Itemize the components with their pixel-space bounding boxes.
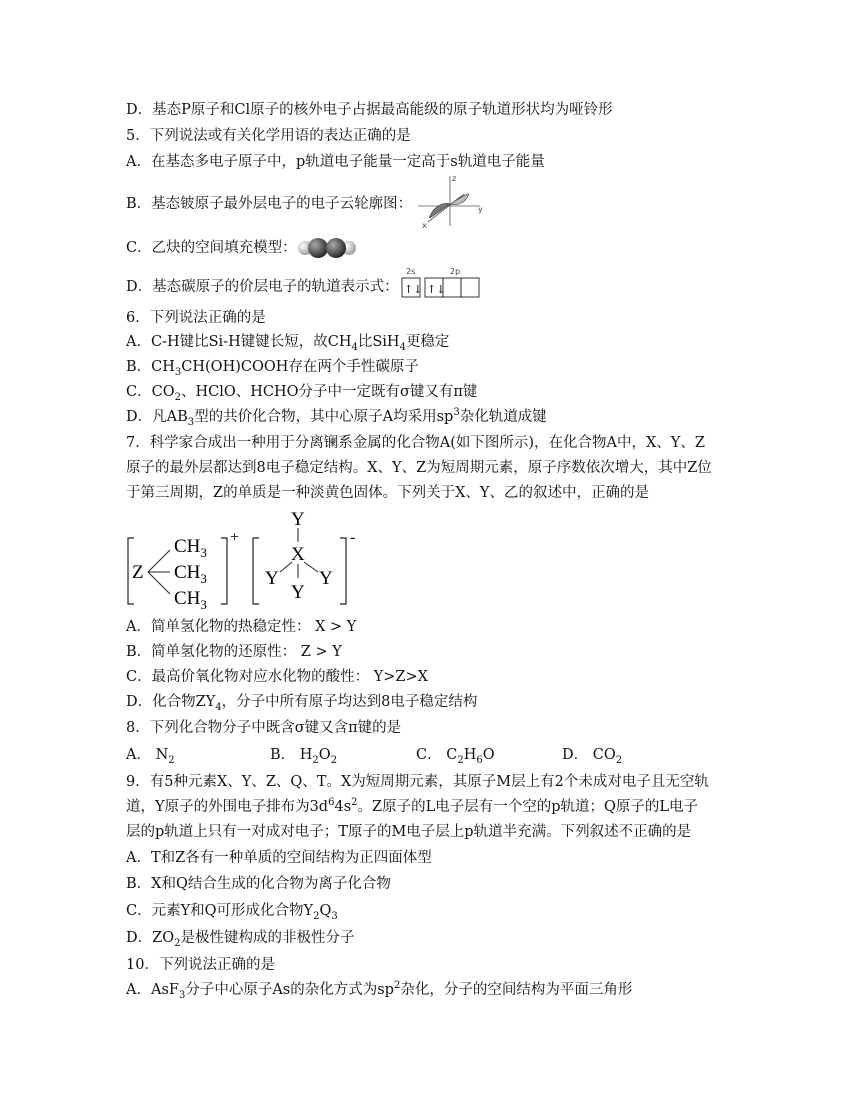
q8-option-b: B． $H_2O_2$ [270, 747, 338, 766]
q8-option-a: A． $N_2$ [126, 747, 175, 766]
q5-option-b: B．基态铍原子最外层电子的电子云轮廓图： [126, 196, 413, 212]
q9-stem-2: 道，Y原子的外围电子排布为$3d^64s^2$。Z原子的L电子层有一个空的p轨道；Q原子的L电子 [126, 797, 699, 815]
arrows-2p: ↑↓ [427, 283, 446, 296]
q9-stem-3: 层的p轨道上只有一对成对电子；T原子的M电子层上p轨道半充满。下列叙述不正确的是 [126, 824, 692, 840]
q9-stem-1: 9．有5种元素X、Y、Z、Q、T。X为短周期元素，其原子M层上有2个未成对电子且无空轨 [126, 774, 709, 790]
q8-stem: 8．下列化合物分子中既含σ键又含π键的是 [126, 720, 402, 736]
p-orbital-figure [408, 172, 486, 230]
q6-option-d: D．凡$AB_3$型的共价化合物，其中心原子A均采用$sp^3$杂化轨道成键 [126, 407, 547, 428]
q7-option-a: A．简单氢化物的热稳定性： X > Y [126, 619, 357, 635]
label-2s: 2s [406, 267, 416, 276]
q4-option-d: D．基态P原子和Cl原子的核外电子占据最高能级的原子轨道形状均为哑铃形 [126, 102, 613, 118]
q9-option-b: B．X和Q结合生成的化合物为离子化合物 [126, 876, 391, 892]
q6-stem: 6．下列说法正确的是 [126, 310, 266, 326]
q10-option-a: A．AsF$_3$分子中心原子As的杂化方式为$sp^2$杂化，分子的空间结构为平面三角形 [126, 980, 633, 1001]
cation-center: Z [132, 562, 144, 583]
q7-stem-2: 原子的最外层都达到8电子稳定结构。X、Y、Z为短周期元素，原子序数依次增大，其中Z位 [126, 460, 712, 476]
axis-y-label: y [478, 205, 483, 214]
q9-option-c: C．元素Y和Q可形成化合物$Y_2Q_3$ [126, 903, 338, 922]
q5-stem: 5．下列说法或有关化学用语的表达正确的是 [126, 128, 411, 144]
acetylene-model [296, 234, 358, 262]
compound-a-structure [120, 506, 370, 612]
axis-x-label: x [422, 221, 427, 230]
q5-option-a: A．在基态多电子原子中，p轨道电子能量一定高于s轨道电子能量 [126, 154, 545, 170]
q7-stem-3: 于第三周期，Z的单质是一种淡黄色固体。下列关于X、Y、乙的叙述中，正确的是 [126, 485, 649, 501]
anion-y-left: Y [265, 568, 279, 589]
q10-stem: 10．下列说法正确的是 [126, 957, 275, 973]
q7-stem-1: 7．科学家合成出一种用于分离镧系金属的化合物A(如下图所示)，在化合物A中，X、Y、Z [126, 435, 705, 451]
svg-text:CH3: $CH_3$ [174, 562, 207, 586]
arrows-2s: ↑↓ [404, 283, 423, 296]
axis-z-label: z [452, 174, 457, 183]
anion-y-bottom: Y [291, 582, 305, 603]
anion-y-right: Y [319, 568, 333, 589]
svg-text:CH3: $CH_3$ [174, 536, 207, 560]
q6-option-c: C．$CO_2$、HClO、HCHO分子中一定既有σ键又有π键 [126, 384, 478, 403]
orbital-box-diagram [400, 266, 482, 300]
q8-option-c: C． $C_2H_6O$ [416, 747, 495, 766]
q7-option-c: C．最高价氧化物对应水化物的酸性： Y>Z>X [126, 669, 428, 685]
q5-option-c: C．乙炔的空间填充模型： [126, 240, 297, 256]
q5-option-d: D．基态碳原子的价层电子的轨道表示式： [126, 279, 399, 295]
q9-option-d: D．$ZO_2$是极性键构成的非极性分子 [126, 930, 355, 949]
cation-charge: + [230, 529, 240, 546]
q6-option-b: B．$CH_3CH(OH)COOH$存在两个手性碳原子 [126, 359, 419, 378]
label-2p: 2p [450, 267, 461, 276]
q6-option-a: A．C-H键比Si-H键键长短，故$CH_4$比SiH$_4$更稳定 [126, 334, 450, 353]
svg-text:CH3: $CH_3$ [174, 588, 207, 612]
q8-option-d: D． $CO_2$ [562, 747, 623, 766]
q9-option-a: A．T和Z各有一种单质的空间结构为正四面体型 [126, 850, 432, 866]
anion-center: X [291, 544, 305, 565]
anion-charge: - [350, 529, 356, 546]
q7-option-b: B．简单氢化物的还原性： Z > Y [126, 644, 342, 660]
q7-option-d: D．化合物$ZY_4$，分子中所有原子均达到8电子稳定结构 [126, 694, 478, 713]
anion-y-top: Y [291, 509, 305, 530]
